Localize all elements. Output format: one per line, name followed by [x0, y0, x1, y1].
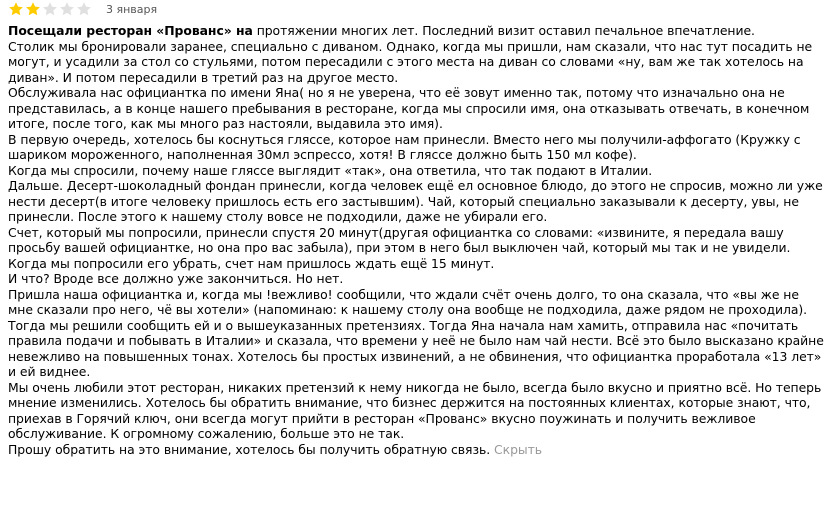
review-paragraph: В первую очередь, хотелось бы коснуться гляссе, которое нам принесли. Вместо него мы получили-аффогато (Кружку с шариком мороженного, наполненная 30мл эспрессо, хотя! В гляссе должно быть 150 мл кофе).	[8, 131, 801, 162]
star-filled-icon	[8, 1, 24, 17]
star-empty-icon	[42, 1, 58, 17]
review-text	[8, 23, 825, 457]
review-paragraph: Столик мы бронировали заранее, специально с диваном. Однако, когда мы пришли, нам сказали, что нас тут посадить не могут, и усадили за стол со стульями, потом пересадили с этого места на диван со словами «ну, вам же так хотелось на диван». И потом пересадили в третий раз на другое место.	[8, 38, 813, 85]
review-paragraph: Дальше. Десерт-шоколадный фондан принесли, когда человек ещё ел основное блюдо, до этого не спросив, можно ли уже нести десерт(в итоге человеку пришлось есть его застывшим). Чай, который специально заказывали к десерту, увы, не принесли. После этого к нашему столу вовсе не подходили, даже не убирали его.	[8, 178, 823, 224]
review-paragraph: Обслуживала нас официантка по имени Яна( но я не уверена, что её зовут именно так, потому что изначально она не представилась, а в конце нашего пребывания в ресторане, когда мы спросили имя, она отказывать отвечать, в конечном итоге, после того, как мы много раз настояли, выдавила это имя).	[8, 85, 810, 131]
review-lead-text: протяжении многих лет. Последний визит оставил печальное впечатление.	[256, 23, 755, 38]
star-filled-icon	[25, 1, 41, 17]
review-paragraph: Счет, который мы попросили, принесли спустя 20 минут(другая официантка со словами: «извините, я передала вашу просьбу вашей официантке, но она про вас забыла), при этом в него был выключен чай, который мы так и не увидели. Когда мы попросили его убрать, счет нам пришлось ждать ещё 15 минут.	[8, 224, 791, 271]
review-date: 3 января	[106, 2, 158, 16]
review-paragraph: Когда мы спросили, почему наше гляссе выглядит «так», она ответила, что так подают в Италии.	[8, 162, 653, 178]
star-empty-icon	[76, 1, 92, 17]
review-header	[8, 0, 825, 18]
review-paragraph: Мы очень любили этот ресторан, никаких претензий к нему никогда не было, всегда было вкусно и приятно всё. Но теперь мнение изменились. Хотелось бы обратить внимание, что бизнес держится на постоянных клиентах, которые знают, что, приехав в Горячий ключ, они всегда могут прийти в ресторан «Прованс» вкусно поужинать и получить вежливое обслуживание. К огромному сожалению, больше это не так.	[8, 379, 822, 441]
review-last-line: Прошу обратить на это внимание, хотелось бы получить обратную связь.	[8, 441, 491, 457]
review-paragraph-lead	[8, 23, 825, 39]
review-paragraph: И что? Вроде все должно уже закончиться. Но нет.	[8, 271, 344, 286]
review-paragraph: Пришла наша официантка и, когда мы !вежливо! сообщили, что ждали счёт очень долго, то она сказала, что «вы же не мне сказали про него, чё вы хотели» (напоминаю: к нашему столу она вообще не подходила, даже рядом не проходила). Тогда мы решили сообщить ей и о вышеуказанных претензиях. Тогда Яна начала нам хамить, отправила нас «почитать правила подачи и побывать в Италии» и сказала, что времени у неё не было нам чай нести. Всё это было высказано крайне невежливо на повышенных тонах. Хотелось бы простых извинений, а не обвинения, что официантка проработала «13 лет» и ей виднее.	[8, 286, 824, 379]
star-empty-icon	[59, 1, 75, 17]
review-paragraph-last	[8, 442, 825, 458]
star-rating	[8, 1, 92, 17]
review-lead-bold: Посещали ресторан «Прованс» на	[8, 23, 253, 38]
hide-review-link[interactable]: Скрыть	[494, 441, 543, 457]
